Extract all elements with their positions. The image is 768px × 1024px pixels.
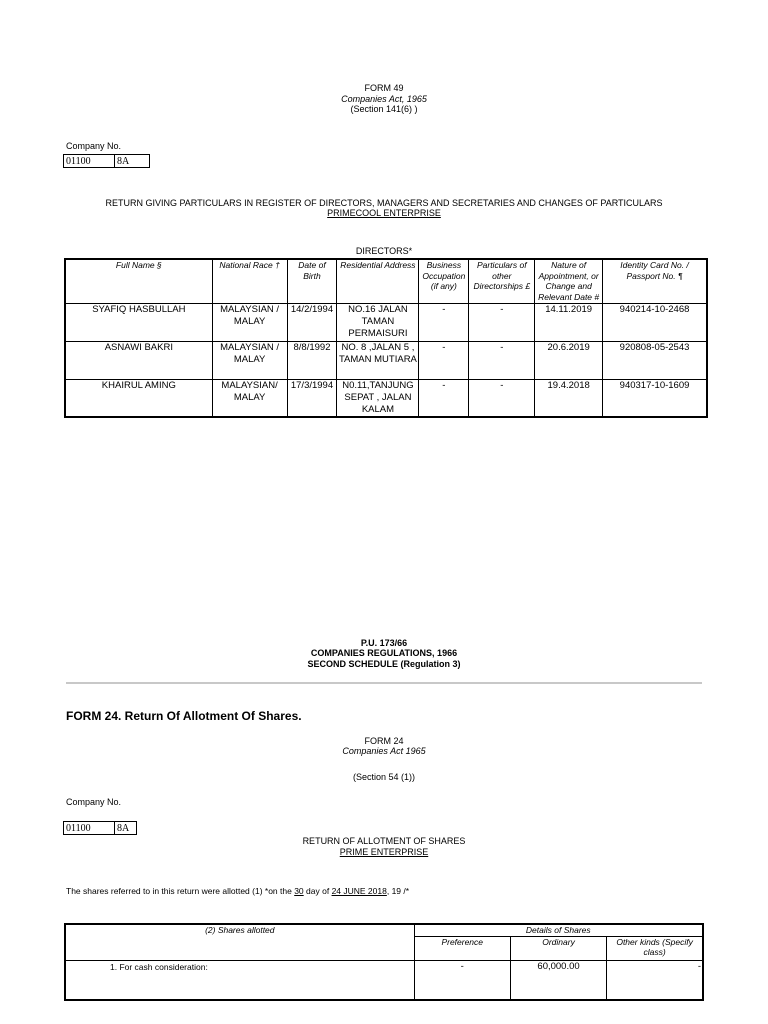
table-row bbox=[65, 341, 707, 379]
header-identity-card: Identity Card No. / Passport No. ¶ bbox=[603, 259, 707, 303]
regulation-line2: COMPANIES REGULATIONS, 1966 bbox=[310, 648, 458, 658]
cell-ic: 940214-10-2468 bbox=[603, 303, 707, 341]
cell-appointment: 14.11.2019 bbox=[535, 303, 603, 341]
cell-name: SYAFIQ HASBULLAH bbox=[65, 303, 212, 341]
directors-table bbox=[64, 258, 708, 418]
shares-header-row bbox=[65, 924, 703, 936]
form49-section: (Section 141(6) ) bbox=[350, 104, 418, 114]
cell-appointment: 19.4.2018 bbox=[535, 379, 603, 417]
cell-race: MALAYSIAN/ MALAY bbox=[212, 379, 287, 417]
cell-address: NO. 8 ,JALAN 5 , TAMAN MUTIARA bbox=[337, 341, 419, 379]
header-national-race: National Race † bbox=[212, 259, 287, 303]
table-row bbox=[65, 960, 703, 1000]
form49-company-name: PRIMECOOL ENTERPRISE bbox=[327, 208, 441, 218]
cell-directorships: - bbox=[469, 303, 535, 341]
cell-directorships: - bbox=[469, 379, 535, 417]
cell-preference: - bbox=[414, 960, 510, 1000]
shares-table bbox=[64, 923, 704, 1001]
header-residential-address: Residential Address bbox=[337, 259, 419, 303]
cell-dob: 8/8/1992 bbox=[287, 341, 337, 379]
header-full-name: Full Name § bbox=[65, 259, 212, 303]
header-business-occupation: Business Occupation (if any) bbox=[419, 259, 469, 303]
table-row bbox=[65, 303, 707, 341]
cell-ordinary: 60,000.00 bbox=[510, 960, 606, 1000]
form49-return-title: RETURN GIVING PARTICULARS IN REGISTER OF DIRECTORS, MANAGERS AND SECRETARIES AND CHANGES OF PARTICULARS bbox=[105, 198, 663, 208]
form24-company-no-right: 8A bbox=[117, 823, 130, 834]
allotment-text-post: , 19 /* bbox=[386, 886, 410, 896]
cell-appointment: 20.6.2019 bbox=[535, 341, 603, 379]
form24-return-title: RETURN OF ALLOTMENT OF SHARES bbox=[302, 836, 466, 846]
form49-company-no-box bbox=[63, 154, 150, 168]
allotment-date: 24 JUNE 2018 bbox=[331, 886, 387, 896]
header-shares-allotted: (2) Shares allotted bbox=[65, 924, 414, 960]
cell-dob: 14/2/1994 bbox=[287, 303, 337, 341]
cell-race: MALAYSIAN / MALAY bbox=[212, 341, 287, 379]
header-nature-of-appointment: Nature of Appointment, or Change and Relevant Date # bbox=[535, 259, 603, 303]
cell-ic: 920808-05-2543 bbox=[603, 341, 707, 379]
allotment-statement bbox=[66, 886, 409, 897]
form24-company-no-label: Company No. bbox=[66, 797, 122, 807]
directors-caption: DIRECTORS* bbox=[355, 246, 413, 256]
header-other-kinds: Other kinds (Specify class) bbox=[607, 936, 703, 960]
cell-name: KHAIRUL AMING bbox=[65, 379, 212, 417]
form24-company-no-left: 01100 bbox=[66, 823, 91, 834]
form49-company-no-label: Company No. bbox=[66, 141, 122, 151]
regulation-line1: P.U. 173/66 bbox=[360, 638, 408, 648]
allotment-text-mid: day of bbox=[303, 886, 332, 896]
cell-name: ASNAWI BAKRI bbox=[65, 341, 212, 379]
form49-title: FORM 49 bbox=[364, 83, 404, 93]
directors-header-row bbox=[65, 259, 707, 303]
cell-occupation: - bbox=[419, 303, 469, 341]
allotment-day: 30 bbox=[294, 886, 304, 896]
header-date-of-birth: Date of Birth bbox=[287, 259, 337, 303]
form49-act: Companies Act, 1965 bbox=[341, 94, 427, 104]
header-other-directorships: Particulars of other Directorships £ bbox=[469, 259, 535, 303]
cell-other-kinds: - bbox=[607, 960, 703, 1000]
cell-race: MALAYSIAN / MALAY bbox=[212, 303, 287, 341]
section-divider bbox=[66, 682, 702, 684]
form24-company-name: PRIME ENTERPRISE bbox=[339, 847, 429, 857]
regulation-line3: SECOND SCHEDULE (Regulation 3) bbox=[307, 659, 461, 669]
table-row bbox=[65, 379, 707, 417]
form24-act: Companies Act 1965 bbox=[342, 746, 426, 756]
form49-company-no-left: 01100 bbox=[66, 156, 91, 167]
header-ordinary: Ordinary bbox=[510, 936, 606, 960]
header-details-of-shares: Details of Shares bbox=[414, 924, 703, 936]
cell-occupation: - bbox=[419, 341, 469, 379]
form49-company-no-right: 8A bbox=[117, 156, 130, 167]
cell-ic: 940317-10-1609 bbox=[603, 379, 707, 417]
cell-address: NO.16 JALAN TAMAN PERMAISURI bbox=[337, 303, 419, 341]
header-preference: Preference bbox=[414, 936, 510, 960]
form24-title: FORM 24 bbox=[364, 736, 404, 746]
cell-cash-consideration: 1. For cash consideration: bbox=[65, 960, 414, 1000]
cell-occupation: - bbox=[419, 379, 469, 417]
cell-directorships: - bbox=[469, 341, 535, 379]
allotment-text-pre: The shares referred to in this return were allotted (1) *on the bbox=[66, 886, 295, 896]
form24-heading: FORM 24. Return Of Allotment Of Shares. bbox=[66, 709, 302, 723]
form24-section: (Section 54 (1)) bbox=[352, 772, 416, 782]
cell-address: N0.11,TANJUNG SEPAT , JALAN KALAM bbox=[337, 379, 419, 417]
form24-company-no-box bbox=[63, 821, 137, 835]
cell-dob: 17/3/1994 bbox=[287, 379, 337, 417]
